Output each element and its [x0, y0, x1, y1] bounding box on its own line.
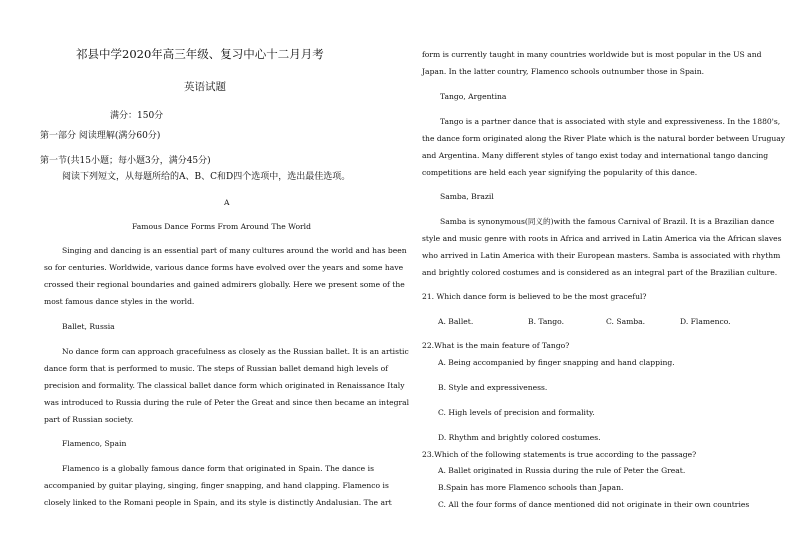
ballet-line: precision and formality. The classical ballet dance form which originated in Renaissance Italy — [44, 381, 405, 390]
ballet-line: part of Russian society. — [44, 415, 134, 424]
ballet-heading: Ballet, Russia — [62, 322, 115, 331]
option-c: C. High levels of precision and formality. — [438, 408, 595, 417]
samba-line: style and music genre with roots in Africa and arrived in Latin America via the African slaves — [422, 234, 782, 243]
option-a: A. Ballet. — [438, 317, 474, 326]
part-one-heading: 第一部分 阅读理解(满分60分) — [40, 131, 161, 141]
full-score: 满分：150分 — [110, 111, 164, 121]
flamenco-line: accompanied by guitar playing, singing, finger snapping, and hand clapping. Flamenco is — [44, 481, 389, 490]
school-title: 祁县中学2020年高三年级、复习中心十二月月考 — [76, 47, 324, 61]
option-a: A. Ballet originated in Russia during the rule of Peter the Great. — [438, 466, 686, 475]
section-one-heading: 第一节(共15小题；每小题3分，满分45分) — [40, 156, 211, 166]
tango-line: Tango is a partner dance that is associated with style and expressiveness. In the 1880's, — [440, 117, 781, 126]
option-a: A. Being accompanied by finger snapping and hand clapping. — [438, 358, 675, 367]
intro-line: so for centuries. Worldwide, various dance forms have evolved over the years and some have — [44, 263, 404, 272]
passage-title: Famous Dance Forms From Around The World — [132, 222, 311, 231]
flamenco-heading: Flamenco, Spain — [62, 439, 127, 448]
question-stem: 23.Which of the following statements is true according to the passage? — [422, 450, 697, 459]
ballet-line: dance form that is performed to music. The steps of Russian ballet demand high levels of — [44, 364, 388, 373]
question-stem: 22.What is the main feature of Tango? — [422, 341, 570, 350]
option-d: D. Rhythm and brightly colored costumes. — [438, 433, 601, 442]
flamenco-line: closely linked to the Romani people in Spain, and its style is distinctly Andalusian. The art — [44, 498, 392, 507]
flamenco-cont-line: Japan. In the latter country, Flamenco schools outnumber those in Spain. — [422, 67, 705, 76]
flamenco-line: Flamenco is a globally famous dance form that originated in Spain. The dance is — [62, 464, 374, 473]
option-b: B.Spain has more Flamenco schools than Japan. — [438, 483, 624, 492]
question-stem: 21. Which dance form is believed to be the most graceful? — [422, 292, 647, 301]
intro-line: Singing and dancing is an essential part of many cultures around the world and has been — [62, 246, 407, 255]
option-b: B. Style and expressiveness. — [438, 383, 548, 392]
intro-line: crossed their regional boundaries and gained admirers globally. Here we present some of the — [44, 280, 405, 289]
instructions: 阅读下列短文，从每题所给的A、B、C和D四个选项中，选出最佳选项。 — [62, 172, 351, 182]
ballet-line: No dance form can approach gracefulness as closely as the Russian ballet. It is an artistic — [62, 347, 409, 356]
tango-line: the dance form originated along the River Plate which is the natural border between Uruguay — [422, 134, 786, 143]
samba-line: and brightly colored costumes and is considered as an integral part of the Brazilian culture. — [422, 268, 778, 277]
subject-title: 英语试题 — [184, 81, 226, 93]
option-c: C. Samba. — [606, 317, 646, 326]
flamenco-cont-line: form is currently taught in many countries worldwide but is most popular in the US and — [422, 50, 762, 59]
samba-line: Samba is synonymous(同义的)with the famous Carnival of Brazil. It is a Brazilian dance — [440, 217, 775, 226]
option-c: C. All the four forms of dance mentioned did not originate in their own countries — [438, 500, 750, 509]
tango-line: competitions are held each year signifying the popularity of this dance. — [422, 168, 698, 177]
tango-line: and Argentina. Many different styles of tango exist today and international tango dancing — [422, 151, 769, 160]
passage-label: A — [224, 198, 230, 207]
option-d: D. Flamenco. — [680, 317, 731, 326]
ballet-line: was introduced to Russia during the rule of Peter the Great and since then became an integral — [44, 398, 410, 407]
tango-heading: Tango, Argentina — [440, 92, 507, 101]
intro-line: most famous dance styles in the world. — [44, 297, 195, 306]
option-b: B. Tango. — [528, 317, 565, 326]
samba-heading: Samba, Brazil — [440, 192, 494, 201]
samba-line: who arrived in Latin America with their European masters. Samba is associated with rhythm — [422, 251, 781, 260]
